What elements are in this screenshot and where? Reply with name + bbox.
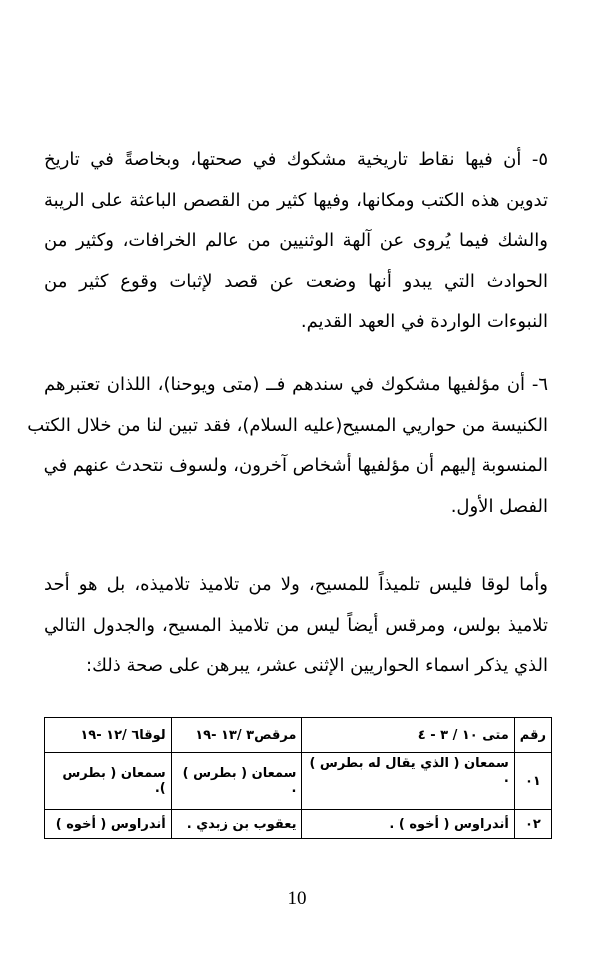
paragraph-5 [44,140,548,343]
page-number: 10 [287,888,307,909]
table-cell: سمعان ( الذي يقال له بطرس ) . [302,753,514,810]
text-line: النبوءات الواردة في العهد القديم. [300,311,548,332]
paragraph-luke-mark [44,565,548,687]
text-line: تلاميذ بولس، ومرقس أيضاً ليس من تلاميذ المسيح، والجدول التالي [44,614,548,636]
table-cell: أندراوس ( أخوه ) . [302,810,514,839]
table-row [45,810,552,839]
table-cell: ٠١ [514,753,551,810]
header-luke: لوقا٦ /١٢ -١٩ [45,718,172,753]
text-line: تدوين هذه الكتب ومكانها، وفيها كثير من القصص الباعثة على الريبة [44,189,548,211]
header-number: رقم [514,718,551,753]
text-line: ٦- أن مؤلفيها مشكوك في سندهم فــ (متى ويوحنا)، اللذان تعتبرهم [44,374,548,395]
header-mark: مرقص٣ /١٣ -١٩ [171,718,302,753]
table-cell: سمعان ( بطرس ) . [171,753,302,810]
table-cell: ٠٢ [514,810,551,839]
table-header-row [45,718,552,753]
table-cell: أندراوس ( أخوه ) [45,810,172,839]
table-cell: يعقوب بن زبدي . [171,810,302,839]
text-line: الحوادث التي يبدو أنها وضعت عن قصد لإثبات وقوع كثير من [44,270,548,292]
table-row [45,753,552,810]
table-cell: سمعان ( بطرس ). [45,753,172,810]
text-line: الكنيسة من حواريي المسيح(عليه السلام)، فقد تبين لنا من خلال الكتب [27,414,548,436]
apostles-table [44,717,552,839]
text-line: ٥- أن فيها نقاط تاريخية مشكوك في صحتها، وبخاصةً في تاريخ [44,149,548,170]
text-line: الفصل الأول. [450,495,548,517]
text-line: الذي يذكر اسماء الحواريين الإثنى عشر، يبرهن على صحة ذلك: [86,655,548,676]
text-line: المنسوبة إليهم أن مؤلفيها أشخاص آخرون، ولسوف نتحدث عنهم في [43,455,548,476]
header-matthew: متى ١٠ / ٣ - ٤ [302,718,514,753]
paragraph-6 [27,365,548,527]
text-line: والشك فيما يُروى عن آلهة الوثنيين من عالم الخرافات، وكثير من [44,230,548,251]
text-line: وأما لوقا فليس تلميذاً للمسيح، ولا من تلاميذ تلاميذه، بل هو أحد [44,574,548,595]
